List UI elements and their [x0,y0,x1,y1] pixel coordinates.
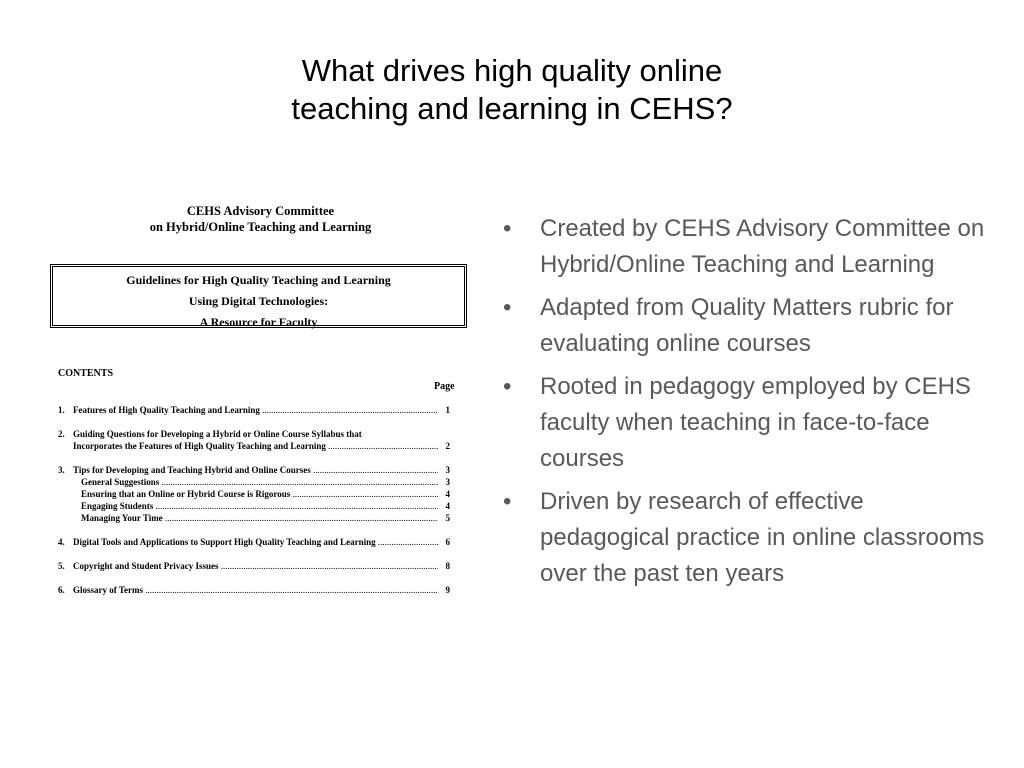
toc-entry [58,428,450,440]
contents-label: CONTENTS [58,368,114,379]
toc-entry-number: 3. [58,465,65,475]
toc-entry [58,464,450,476]
toc-entry-number: 5. [58,561,65,571]
toc-entry-number: 6. [58,585,65,595]
guidelines-title-line-3: A Resource for Faculty [199,315,318,329]
bullet-text: Adapted from Quality Matters rubric for evaluating online courses [540,294,954,357]
committee-heading-line-1: CEHS Advisory Committee [186,204,335,218]
toc-entry-page: 8 [445,561,450,571]
guidelines-title-box [50,264,467,328]
toc-entry [58,404,450,416]
bullet-list [498,211,998,599]
bullet-marker: • [503,215,512,242]
toc-entry-number: 1. [58,405,65,415]
toc-subentry [58,476,450,488]
toc-entry-page: 2 [445,441,450,451]
toc-subentry-page: 3 [445,477,450,487]
toc-subentry-title: General Suggestions ..... [81,476,438,488]
toc-subentry-title: Managing Your Time ..... [81,512,438,524]
toc-entry-title: Features of High Quality Teaching and Learning ..... [73,404,438,416]
guidelines-title-line-1: Guidelines for High Quality Teaching and Learning [126,273,391,287]
bullet-text: Created by CEHS Advisory Committee on Hybrid/Online Teaching and Learning [540,215,985,278]
toc-entry-title: Copyright and Student Privacy Issues ..... [73,560,438,572]
toc-entry-number: 2. [58,429,65,439]
slide-title-line-2: teaching and learning in CEHS? [291,90,733,126]
toc-subentry [58,500,450,512]
toc-entry-number: 4. [58,537,65,547]
bullet-item [498,369,998,477]
toc-entry-continuation [58,440,450,452]
page-column-label: Page [434,381,455,392]
toc-entry-page: 9 [445,585,450,595]
bullet-marker: • [503,294,512,321]
toc-entry-title: Tips for Developing and Teaching Hybrid and Online Courses ..... [73,464,438,476]
table-of-contents [58,404,450,596]
toc-entry-page: 1 [445,405,450,415]
bullet-marker: • [503,488,512,515]
toc-subentry-title: Ensuring that an Online or Hybrid Course is Rigorous ..... [81,488,438,500]
slide-title [112,52,912,128]
toc-entry [58,536,450,548]
bullet-marker: • [503,373,512,400]
bullet-text: Driven by research of effective pedagogical practice in online classrooms over the past ten years [540,488,985,587]
committee-heading [48,203,473,235]
bullet-item [498,211,998,283]
toc-entry [58,560,450,572]
toc-subentry-title: Engaging Students ..... [81,500,438,512]
committee-heading-line-2: on Hybrid/Online Teaching and Learning [149,220,372,234]
toc-subentry-page: 4 [445,489,450,499]
document-image [48,200,473,600]
toc-subentry-page: 5 [445,513,450,523]
toc-entry [58,584,450,596]
toc-entry-title: Guiding Questions for Developing a Hybrid or Online Course Syllabus that [73,429,362,439]
toc-entry-title: Digital Tools and Applications to Support High Quality Teaching and Learning ..... [73,536,438,548]
slide-title-line-1: What drives high quality online [301,53,723,88]
toc-entry-page: 6 [445,537,450,547]
bullet-text: Rooted in pedagogy employed by CEHS faculty when teaching in face-to-face courses [540,373,971,472]
toc-subentry [58,488,450,500]
guidelines-title [53,270,464,333]
toc-entry-title: Glossary of Terms ..... [73,584,438,596]
toc-subentry [58,512,450,524]
bullet-item [498,484,998,592]
guidelines-title-line-2: Using Digital Technologies: [188,294,329,308]
toc-entry-page: 3 [445,465,450,475]
bullet-item [498,290,998,362]
toc-subentry-page: 4 [445,501,450,511]
toc-entry-title-continued: Incorporates the Features of High Quality Teaching and Learning ..... [73,440,438,452]
